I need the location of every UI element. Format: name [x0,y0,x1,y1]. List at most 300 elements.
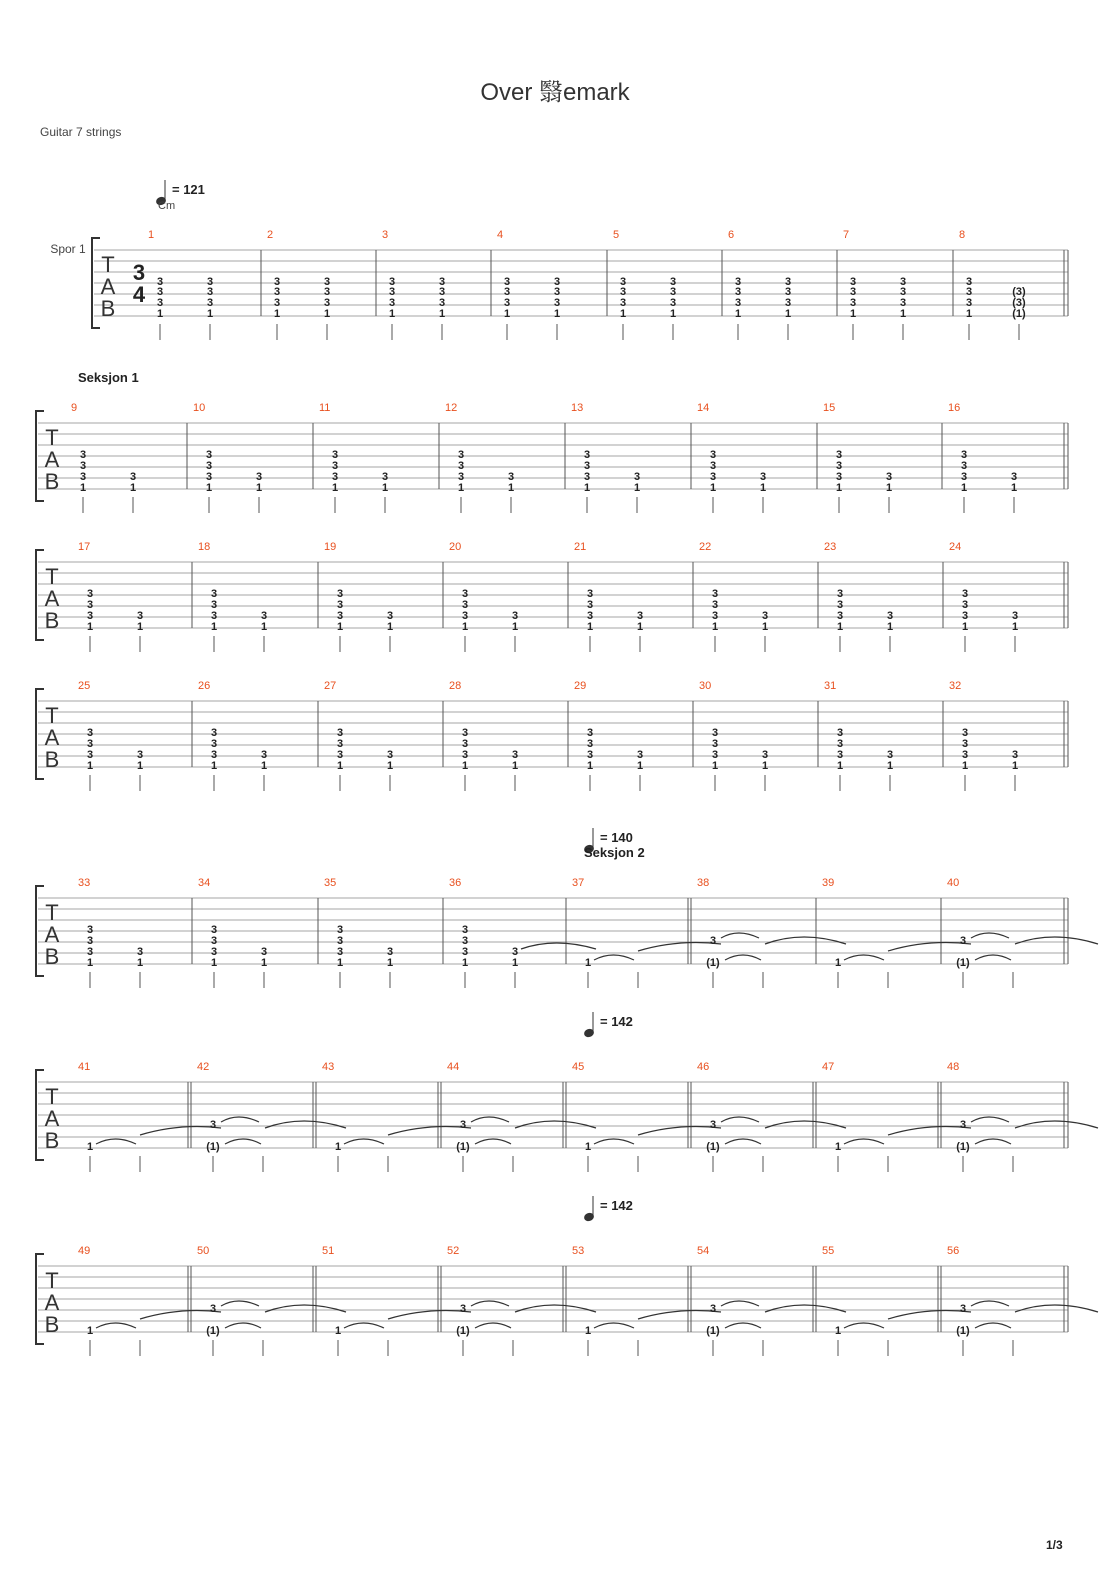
fret-number: 1 [885,482,893,494]
fret-number: (1) [706,1141,720,1153]
tie-arc [765,1121,846,1128]
fret-number: 3 [79,471,87,483]
fret-number: 3 [156,276,164,288]
fret-number: 3 [734,286,742,298]
fret-number: 3 [136,749,144,761]
fret-number: 1 [136,760,144,772]
tab-clef-letter: B [100,296,116,321]
measure-number: 11 [319,402,331,414]
measure-number: 28 [449,680,462,692]
tie-arc [388,1311,471,1319]
fret-number: 3 [336,749,344,761]
fret-number: 3 [711,749,719,761]
time-signature-bottom: 4 [132,282,146,307]
fret-number: 3 [205,471,213,483]
fret-number: 3 [457,449,465,461]
fret-number: 3 [709,1119,717,1131]
tie-arc [721,933,759,938]
fret-number: 1 [438,308,446,320]
chord-name: Cm [158,200,176,212]
measure-number: 41 [78,1061,91,1073]
fret-number: 1 [461,760,469,772]
fret-number: 3 [849,286,857,298]
fret-number: 3 [553,286,561,298]
fret-number: 3 [835,471,843,483]
measure-number: 33 [78,877,91,889]
tie-arc [475,1323,511,1328]
fret-number: 1 [323,308,331,320]
fret-number: 3 [503,297,511,309]
tab-clef-letter: B [44,608,60,633]
fret-number: 3 [886,749,894,761]
fret-number: 3 [205,449,213,461]
fret-number: 3 [709,471,717,483]
fret-number: 1 [835,482,843,494]
tie-arc [225,1139,261,1144]
fret-number: 3 [961,749,969,761]
tie-arc [344,1323,384,1328]
fret-number: 3 [711,610,719,622]
fret-number: 1 [255,482,263,494]
measure-number: 4 [497,229,504,241]
fret-number: 3 [79,449,87,461]
fret-number: 1 [961,621,969,633]
measure-number: 42 [197,1061,210,1073]
fret-number: 3 [336,946,344,958]
fret-number: 1 [386,760,394,772]
fret-number: 3 [583,471,591,483]
fret-number: 3 [461,738,469,750]
fret-number: 3 [210,924,218,936]
fret-number: 1 [86,621,94,633]
tab-clef-letter: B [44,469,60,494]
fret-number: 1 [336,760,344,772]
fret-number: 3 [711,588,719,600]
fret-number: 3 [323,276,331,288]
fret-number: 3 [836,588,844,600]
fret-number: 3 [206,297,214,309]
measure-number: 46 [697,1061,710,1073]
fret-number: 1 [381,482,389,494]
tab-clef-letter: A [44,922,60,947]
tie-arc [221,1117,259,1122]
tie-arc [471,1117,509,1122]
page-number: 1/3 [1046,1538,1063,1552]
measure-number: 37 [572,877,585,889]
measure-number: 9 [71,402,78,414]
fret-number: 3 [86,935,94,947]
fret-number: 3 [836,727,844,739]
time-signature-top: 3 [132,260,146,285]
fret-number: 1 [584,1325,592,1337]
fret-number: 1 [759,482,767,494]
fret-number: 3 [886,610,894,622]
tab-clef-letter: A [44,1106,60,1131]
tie-arc [975,1139,1011,1144]
tie-arc [725,1139,761,1144]
fret-number: 3 [511,610,519,622]
fret-number: 3 [784,286,792,298]
section-label: Seksjon 2 [584,845,645,860]
fret-number: 3 [388,286,396,298]
fret-number: 1 [1010,482,1018,494]
fret-number: 3 [388,276,396,288]
fret-number: (1) [206,1141,220,1153]
fret-number: 3 [835,460,843,472]
fret-number: 3 [386,946,394,958]
measure-number: 40 [947,877,960,889]
fret-number: 3 [619,286,627,298]
fret-number: 3 [438,297,446,309]
fret-number: 3 [260,749,268,761]
tab-clef-letter: T [45,1084,59,1109]
fret-number: 3 [386,610,394,622]
fret-number: 3 [836,610,844,622]
fret-number: 3 [899,276,907,288]
fret-number: 1 [334,1325,342,1337]
tab-clef-letter: A [44,1290,60,1315]
tie-arc [844,1139,884,1144]
fret-number: 3 [959,1303,967,1315]
fret-number: (1) [956,957,970,969]
fret-number: 3 [553,297,561,309]
fret-number: 3 [461,924,469,936]
fret-number: 1 [586,760,594,772]
measure-number: 16 [948,402,961,414]
measure-number: 5 [613,229,620,241]
fret-number: 3 [960,460,968,472]
fret-number: 3 [210,727,218,739]
measure-number: 6 [728,229,735,241]
fret-number: 3 [331,449,339,461]
fret-number: 3 [461,946,469,958]
tie-arc [140,1311,221,1319]
fret-number: 3 [86,749,94,761]
fret-number: 3 [507,471,515,483]
measure-number: 49 [78,1245,91,1257]
fret-number: 1 [669,308,677,320]
tie-arc [471,1301,509,1306]
fret-number: 1 [210,957,218,969]
measure-number: 12 [445,402,458,414]
fret-number: 3 [586,610,594,622]
measure-number: 52 [447,1245,460,1257]
fret-number: 1 [336,957,344,969]
measure-number: 18 [198,541,211,553]
fret-number: 3 [260,946,268,958]
fret-number: 3 [438,276,446,288]
measure-number: 47 [822,1061,835,1073]
measure-number: 24 [949,541,962,553]
tab-clef-letter: A [44,586,60,611]
fret-number: 3 [849,276,857,288]
tie-arc [888,1127,971,1135]
fret-number: 3 [586,749,594,761]
fret-number: 1 [584,957,592,969]
fret-number: 1 [965,308,973,320]
fret-number: 3 [336,935,344,947]
tab-clef-letter: B [44,944,60,969]
fret-number: 1 [836,621,844,633]
measure-number: 22 [699,541,712,553]
tie-arc [971,933,1009,938]
fret-number: 1 [507,482,515,494]
fret-number: 3 [136,946,144,958]
fret-number: 1 [86,1325,94,1337]
fret-number: 3 [86,599,94,611]
fret-number: 1 [457,482,465,494]
fret-number: 1 [511,957,519,969]
fret-number: 3 [461,610,469,622]
fret-number: 3 [583,449,591,461]
fret-number: 1 [899,308,907,320]
fret-number: 1 [334,1141,342,1153]
measure-number: 31 [824,680,837,692]
fret-number: 1 [583,482,591,494]
fret-number: 3 [553,276,561,288]
fret-number: 3 [836,738,844,750]
fret-number: 3 [209,1303,217,1315]
fret-number: 3 [734,297,742,309]
measure-number: 19 [324,541,337,553]
measure-number: 21 [574,541,587,553]
fret-number: 3 [1010,471,1018,483]
fret-number: 3 [709,935,717,947]
fret-number: (3) [1012,297,1026,309]
fret-number: 1 [886,760,894,772]
tie-arc [971,1117,1009,1122]
fret-number: 3 [210,599,218,611]
fret-number: 1 [886,621,894,633]
fret-number: 1 [711,760,719,772]
measure-number: 36 [449,877,462,889]
tie-arc [96,1139,136,1144]
tie-arc [971,1301,1009,1306]
tie-arc [975,955,1011,960]
fret-number: 3 [636,749,644,761]
track-label: Spor 1 [50,242,86,256]
measure-number: 17 [78,541,91,553]
fret-number: 3 [273,297,281,309]
tab-clef-letter: B [44,1312,60,1337]
measure-number: 56 [947,1245,960,1257]
fret-number: 3 [86,610,94,622]
fret-number: 1 [461,957,469,969]
fret-number: 1 [734,308,742,320]
tempo-value: = 142 [600,1014,633,1029]
tie-arc [96,1323,136,1328]
fret-number: 3 [210,610,218,622]
fret-number: 1 [260,760,268,772]
fret-number: 1 [210,760,218,772]
fret-number: 1 [961,760,969,772]
fret-number: 3 [461,935,469,947]
tie-arc [721,1117,759,1122]
fret-number: 1 [1011,621,1019,633]
fret-number: 1 [511,760,519,772]
fret-number: 1 [584,1141,592,1153]
tie-arc [765,937,846,944]
measure-number: 50 [197,1245,210,1257]
measure-number: 29 [574,680,587,692]
fret-number: 3 [959,1119,967,1131]
fret-number: 3 [709,460,717,472]
fret-number: 3 [336,727,344,739]
tie-arc [888,943,971,951]
tab-clef-letter: T [45,1268,59,1293]
fret-number: 3 [336,588,344,600]
measure-number: 51 [322,1245,335,1257]
fret-number: 3 [457,460,465,472]
fret-number: 3 [965,286,973,298]
instrument-name: Guitar 7 strings [40,125,122,139]
tie-arc [265,1121,346,1128]
tie-arc [975,1323,1011,1328]
fret-number: 3 [210,935,218,947]
fret-number: 3 [438,286,446,298]
fret-number: 1 [586,621,594,633]
tie-arc [225,1323,261,1328]
tempo-value: = 140 [600,830,633,845]
measure-number: 3 [382,229,389,241]
tab-clef-letter: T [101,252,115,277]
measure-number: 14 [697,402,710,414]
tempo-value: = 142 [600,1198,633,1213]
tab-clef-letter: B [44,747,60,772]
tie-arc [594,1139,634,1144]
tab-clef-letter: A [44,447,60,472]
tie-arc [515,1121,596,1128]
fret-number: 3 [86,727,94,739]
measure-number: 39 [822,877,835,889]
fret-number: 3 [79,460,87,472]
fret-number: 3 [961,727,969,739]
fret-number: (1) [706,957,720,969]
fret-number: 3 [899,297,907,309]
fret-number: 3 [511,749,519,761]
fret-number: 3 [784,297,792,309]
fret-number: 1 [834,1141,842,1153]
fret-number: 3 [461,749,469,761]
fret-number: 3 [331,460,339,472]
measure-number: 48 [947,1061,960,1073]
fret-number: 3 [206,276,214,288]
fret-number: 3 [461,588,469,600]
fret-number: 3 [961,610,969,622]
fret-number: 3 [1011,749,1019,761]
fret-number: 3 [503,286,511,298]
tie-arc [638,943,721,951]
fret-number: 3 [1011,610,1019,622]
fret-number: 3 [711,727,719,739]
fret-number: 3 [636,610,644,622]
tab-clef-letter: T [45,425,59,450]
tie-arc [638,1127,721,1135]
section-label: Seksjon 1 [78,370,139,385]
measure-number: 35 [324,877,337,889]
tie-arc [388,1127,471,1135]
fret-number: 3 [899,286,907,298]
fret-number: 3 [323,286,331,298]
fret-number: 3 [461,599,469,611]
fret-number: 3 [503,276,511,288]
fret-number: 3 [210,749,218,761]
fret-number: 3 [336,924,344,936]
fret-number: 3 [711,599,719,611]
fret-number: 1 [836,760,844,772]
fret-number: 3 [210,738,218,750]
fret-number: 1 [636,760,644,772]
measure-number: 34 [198,877,211,889]
fret-number: (1) [206,1325,220,1337]
fret-number: 3 [759,471,767,483]
measure-number: 2 [267,229,274,241]
measure-number: 23 [824,541,837,553]
fret-number: 3 [260,610,268,622]
fret-number: (1) [706,1325,720,1337]
fret-number: 3 [388,297,396,309]
fret-number: 3 [711,738,719,750]
fret-number: 3 [457,471,465,483]
fret-number: 3 [86,738,94,750]
tie-arc [221,1301,259,1306]
measure-number: 10 [193,402,206,414]
fret-number: 1 [129,482,137,494]
tie-arc [721,1301,759,1306]
tie-arc [765,1305,846,1312]
tie-arc [521,943,596,949]
fret-number: (1) [1012,308,1026,320]
measure-number: 32 [949,680,962,692]
fret-number: 3 [386,749,394,761]
tempo-value: = 121 [172,182,205,197]
fret-number: 3 [86,924,94,936]
tie-arc [594,955,634,960]
measure-number: 20 [449,541,462,553]
fret-number: (1) [456,1141,470,1153]
fret-number: 3 [205,460,213,472]
tie-arc [725,955,761,960]
tie-arc [475,1139,511,1144]
fret-number: 1 [711,621,719,633]
fret-number: 3 [961,738,969,750]
fret-number: 1 [386,957,394,969]
fret-number: 3 [836,599,844,611]
measure-number: 38 [697,877,710,889]
fret-number: 3 [129,471,137,483]
fret-number: 3 [336,610,344,622]
fret-number: 3 [583,460,591,472]
fret-number: 3 [586,588,594,600]
fret-number: 3 [965,297,973,309]
fret-number: 3 [461,727,469,739]
fret-number: 3 [633,471,641,483]
fret-number: 1 [273,308,281,320]
tab-clef-letter: T [45,564,59,589]
fret-number: 1 [136,621,144,633]
fret-number: 1 [784,308,792,320]
fret-number: 3 [336,599,344,611]
fret-number: 1 [205,482,213,494]
measure-number: 43 [322,1061,335,1073]
fret-number: 3 [959,935,967,947]
fret-number: 3 [511,946,519,958]
fret-number: 3 [381,471,389,483]
fret-number: 3 [586,738,594,750]
fret-number: 1 [86,760,94,772]
fret-number: 3 [669,297,677,309]
tie-arc [140,1127,221,1135]
